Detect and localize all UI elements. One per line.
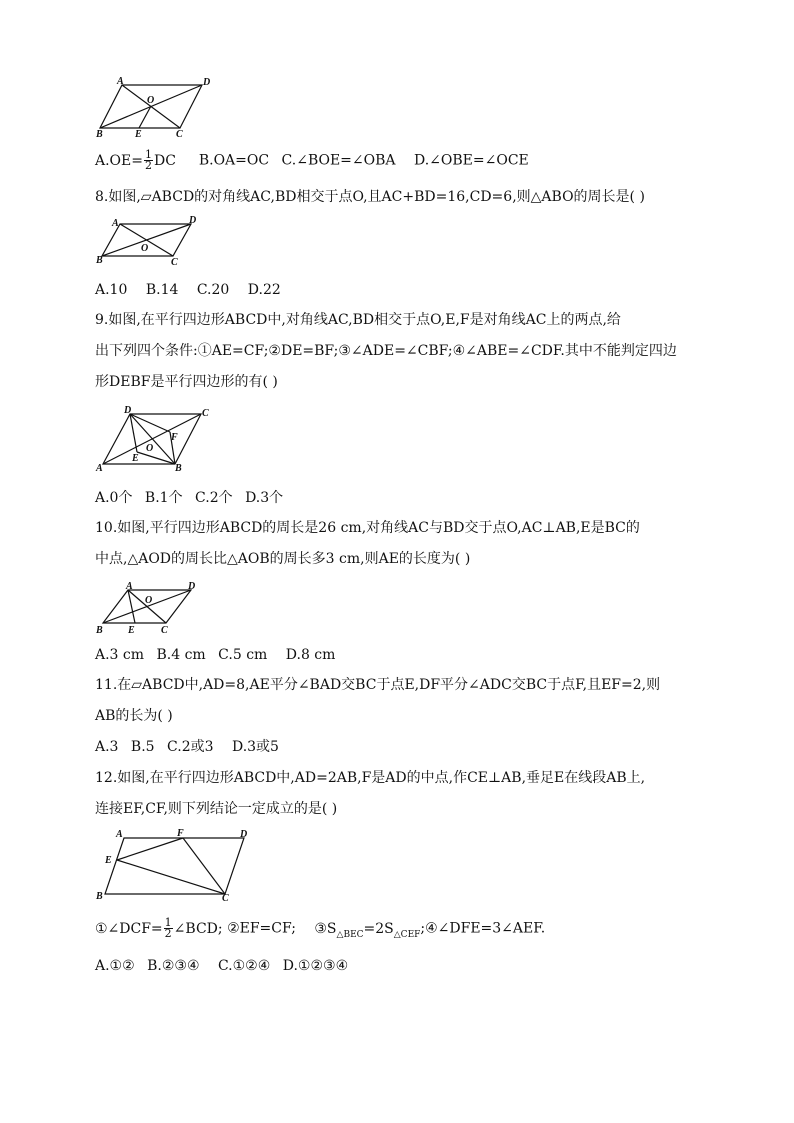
q9-line-3: 形DEBF是平行四边形的有( ) — [95, 374, 278, 390]
q12-options — [95, 957, 348, 975]
statement-4: ;④∠DFE=3∠AEF. — [420, 920, 546, 937]
label-A: A — [117, 76, 124, 87]
fraction: $\frac{1}{2}$ — [164, 916, 172, 940]
q9-option-b: B.1个 — [144, 490, 183, 506]
label-O: O — [146, 443, 154, 454]
label-E: E — [132, 453, 139, 464]
q10-line-2: 中点,△AOD的周长比△AOB的周长多3 cm,则AE的长度为( ) — [95, 551, 471, 567]
q8-option-c: C.20 — [196, 282, 230, 298]
label-O: O — [147, 95, 155, 106]
label-B: B — [96, 625, 103, 636]
label-C: C — [202, 408, 209, 419]
q12-line-1: 12.如图,在平行四边形ABCD中,AD=2AB,F是AD的中点,作CE⊥AB,垂足E在线段AB上, — [95, 770, 646, 786]
q10-option-a: A.3 cm — [95, 647, 145, 663]
label-C: C — [222, 893, 229, 904]
figure-q9 — [95, 404, 215, 474]
label-E: E — [135, 129, 142, 140]
q12-statements — [95, 918, 545, 943]
q7-option-d: D.∠OBE=∠OCE — [413, 152, 529, 169]
label-B: B — [96, 129, 103, 140]
statement-2: ②EF=CF; — [227, 920, 296, 937]
label-D: D — [189, 215, 197, 226]
label-C: C — [161, 625, 168, 636]
q11-line-2: AB的长为( ) — [95, 708, 173, 724]
q12-option-b: B.②③④ — [147, 958, 200, 974]
q7-option-a: A.OE= $\frac{1}{2}$ DC — [95, 148, 176, 172]
q10-option-c: C.5 cm — [218, 647, 268, 663]
figure-q7 — [95, 76, 215, 138]
q9-option-d: D.3个 — [245, 490, 284, 506]
label-D: D — [124, 405, 132, 416]
label-D: D — [203, 77, 211, 88]
label-B: B — [175, 463, 182, 474]
label-B: B — [96, 255, 103, 266]
q9-line-1: 9.如图,在平行四边形ABCD中,对角线AC,BD相交于点O,E,F是对角线AC上的两点,给 — [95, 312, 621, 328]
label-A: A — [126, 581, 133, 592]
label-C: C — [176, 129, 183, 140]
label-A: A — [112, 218, 119, 229]
fraction: $\frac{1}{2}$ — [145, 148, 152, 172]
q10-options — [95, 646, 335, 664]
q12-option-d: D.①②③④ — [282, 958, 349, 974]
q11-option-a: A.3 — [95, 739, 119, 755]
q11-option-b: B.5 — [130, 739, 155, 755]
q9-option-a: A.0个 — [95, 490, 133, 506]
q9-options — [95, 489, 283, 507]
label-C: C — [171, 257, 178, 268]
statement-1: ①∠DCF= $\frac{1}{2}$ ∠BCD; — [95, 916, 223, 940]
figure-q10 — [95, 578, 205, 636]
label-A: A — [96, 463, 103, 474]
q8-option-d: D.22 — [247, 282, 281, 298]
q12-option-a: A.①② — [95, 958, 135, 974]
label-D: D — [188, 581, 196, 592]
q7-option-c: C.∠BOE=∠OBA — [281, 152, 396, 169]
q10-option-d: D.8 cm — [285, 647, 336, 663]
label-O: O — [145, 595, 153, 606]
q12-line-2: 连接EF,CF,则下列结论一定成立的是( ) — [95, 801, 338, 817]
label-O: O — [141, 243, 149, 254]
figure-q12 — [95, 826, 255, 902]
label-E: E — [128, 625, 135, 636]
q9-line-2: 出下列四个条件:①AE=CF;②DE=BF;③∠ADE=∠CBF;④∠ABE=∠CDF.其中不能判定四边 — [95, 343, 677, 359]
statement-3: $③S_{\triangle BEC}=2S_{\triangle CEF}$ — [314, 920, 421, 940]
q8-option-a: A.10 — [95, 282, 128, 298]
q12-option-c: C.①②④ — [217, 958, 271, 974]
q11-option-c: C.2或3 — [167, 739, 214, 755]
q11-line-1: 11.在▱ABCD中,AD=8,AE平分∠BAD交BC于点E,DF平分∠ADC交BC于点F,且EF=2,则 — [95, 677, 661, 693]
q7-options — [95, 150, 529, 171]
q7-option-b: B.OA=OC — [198, 152, 270, 169]
figure-q8 — [95, 214, 195, 266]
q11-options — [95, 738, 279, 756]
q9-option-c: C.2个 — [195, 490, 233, 506]
q8-options — [95, 281, 281, 299]
label-D: D — [240, 829, 248, 840]
q10-option-b: B.4 cm — [156, 647, 206, 663]
label-B: B — [96, 891, 103, 902]
q8-option-b: B.14 — [145, 282, 179, 298]
label-F: F — [177, 828, 184, 839]
label-E: E — [105, 855, 112, 866]
label-F: F — [171, 432, 178, 443]
q8-stem: 8.如图,▱ABCD的对角线AC,BD相交于点O,且AC+BD=16,CD=6,则△ABO的周长是( ) — [95, 189, 645, 205]
q11-option-d: D.3或5 — [231, 739, 279, 755]
label-A: A — [116, 829, 123, 840]
q10-line-1: 10.如图,平行四边形ABCD的周长是26 cm,对角线AC与BD交于点O,AC⊥AB,E是BC的 — [95, 520, 640, 536]
